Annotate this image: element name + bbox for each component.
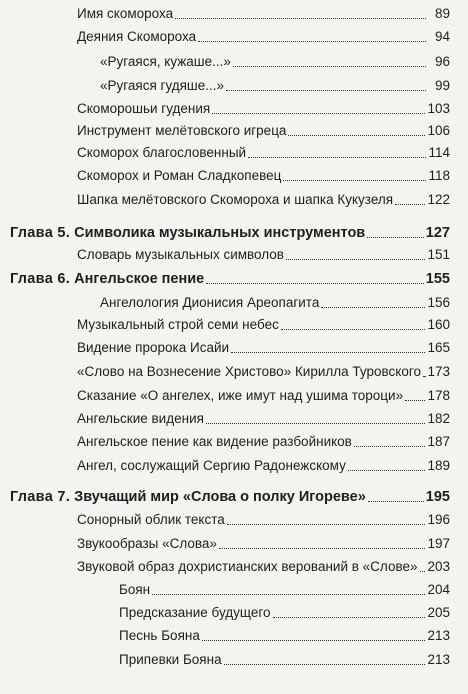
dot-leader (354, 446, 426, 447)
toc-entry-row (0, 382, 468, 404)
toc-entry (10, 271, 450, 287)
toc-entry (77, 364, 450, 380)
toc-entry-row (0, 289, 468, 311)
toc-entry (119, 652, 450, 668)
dot-leader (395, 204, 425, 205)
page-number: 151 (427, 247, 450, 262)
entry-text: Предсказание будущего (119, 605, 271, 620)
dot-leader (348, 470, 426, 471)
entry-title (77, 364, 421, 380)
toc-entry (119, 582, 450, 598)
entry-title (77, 536, 217, 552)
toc-entry (77, 247, 450, 263)
dot-leader (227, 524, 426, 525)
page-number: 196 (427, 512, 450, 527)
entry-text: «Ругаяся, кужаше...» (100, 54, 231, 69)
toc-entry (77, 512, 450, 528)
chapter-label: Глава 5. (10, 225, 71, 241)
entry-title (119, 628, 200, 644)
entry-text: Песнь Бояна (119, 628, 200, 643)
dot-leader (198, 41, 426, 42)
dot-leader (321, 307, 425, 308)
page-number: 99 (434, 78, 450, 93)
toc-entry-row (0, 95, 468, 117)
page-number: 127 (425, 225, 450, 241)
page-number: 205 (427, 605, 450, 620)
entry-text: Символика музыкальных инструментов (74, 225, 366, 241)
entry-title (77, 192, 393, 208)
page-number: 204 (427, 582, 450, 597)
page-number: 173 (427, 364, 450, 379)
chapter-row (0, 219, 468, 241)
page-number: 197 (427, 536, 450, 551)
entry-text: Звучащий мир «Слова о полку Игореве» (74, 489, 366, 505)
page-number: 178 (427, 388, 450, 403)
entry-title (77, 101, 210, 117)
toc-entry (77, 458, 450, 474)
page-number: 94 (434, 29, 450, 44)
toc-entry-row (0, 405, 468, 427)
page-number: 182 (427, 411, 450, 426)
entry-title (77, 123, 286, 139)
page-number: 103 (427, 101, 450, 116)
chapter-title (10, 225, 365, 241)
dot-leader (367, 237, 424, 238)
entry-title (119, 605, 271, 621)
dot-leader (202, 640, 426, 641)
chapter-row (0, 483, 468, 505)
toc-entry-row (0, 48, 468, 70)
dot-leader (248, 157, 426, 158)
toc-entry-row (0, 23, 468, 45)
entry-text: Деяния Скомороха (77, 29, 197, 44)
toc-entry (119, 605, 450, 621)
entry-title (77, 388, 403, 404)
page-number: 187 (427, 434, 450, 449)
page-number: 118 (428, 168, 450, 183)
entry-title (100, 295, 319, 311)
toc-entry-row (0, 139, 468, 161)
toc-entry (100, 78, 450, 94)
toc-entry-row (0, 0, 468, 22)
entry-text: Словарь музыкальных символов (77, 247, 284, 262)
entry-text: Боян (119, 582, 151, 597)
entry-text: Скоморох и Роман Сладкопевец (77, 168, 282, 183)
toc-entry (119, 628, 450, 644)
entry-title (77, 512, 225, 528)
page-number: 89 (434, 6, 450, 21)
dot-leader (405, 400, 425, 401)
entry-text: Музыкальный строй семи небес (77, 317, 279, 332)
toc-entry-row (0, 646, 468, 668)
dot-leader (152, 594, 425, 595)
dot-leader (281, 329, 426, 330)
entry-text: Ангельское пение как видение разбойников (77, 434, 352, 449)
entry-title (77, 559, 418, 575)
toc-entry (10, 489, 450, 505)
toc-entry-row (0, 117, 468, 139)
page-number: 156 (427, 295, 450, 310)
dot-leader (212, 113, 425, 114)
toc-entry-row (0, 452, 468, 474)
entry-title (77, 317, 279, 333)
entry-title (100, 54, 231, 70)
entry-text: Ангелология Дионисия Ареопагита (100, 295, 320, 310)
entry-title (77, 168, 281, 184)
entry-text: Звукообразы «Слова» (77, 536, 217, 551)
entry-text: Ангел, сослужащий Сергию Радонежскому (77, 458, 346, 473)
page-number: 213 (427, 652, 450, 667)
entry-text: Ангельские видения (77, 411, 204, 426)
toc-entry-row (0, 311, 468, 333)
dot-leader (286, 259, 425, 260)
toc-entry (100, 295, 450, 311)
page-number: 96 (434, 54, 450, 69)
page-number: 165 (427, 340, 450, 355)
entry-text: «Ругаяся гудяше...» (100, 78, 225, 93)
toc-entry-row (0, 358, 468, 380)
dot-leader (233, 66, 426, 67)
toc-entry-row (0, 576, 468, 598)
page-number: 114 (428, 145, 450, 160)
dot-leader (206, 283, 424, 284)
toc-entry-row (0, 241, 468, 263)
toc-entry (77, 434, 450, 450)
page-number: 155 (425, 271, 450, 287)
chapter-title (10, 489, 366, 505)
toc-entry (77, 145, 450, 161)
toc-entry (10, 225, 450, 241)
entry-title (119, 652, 222, 668)
entry-text: Видение пророка Исайи (77, 340, 230, 355)
entry-title (77, 340, 229, 356)
chapter-label: Глава 7. (10, 489, 71, 505)
chapter-label: Глава 6. (10, 271, 71, 287)
toc-entry-row (0, 506, 468, 528)
chapter-title (10, 271, 204, 287)
toc-entry (77, 168, 450, 184)
dot-leader (368, 501, 424, 502)
page-number: 213 (427, 628, 450, 643)
dot-leader (231, 352, 425, 353)
entry-text: Шапка мелётовского Скомороха и шапка Кукузеля (77, 192, 394, 207)
toc-entry (77, 29, 450, 45)
toc-entry (77, 192, 450, 208)
dot-leader (175, 18, 426, 19)
toc-entry (77, 317, 450, 333)
page-number: 160 (427, 317, 450, 332)
toc-entry-row (0, 72, 468, 94)
toc-entry (100, 54, 450, 70)
dot-leader (206, 423, 426, 424)
entry-text: Сказание «О ангелех, иже имут над ушима тороци» (77, 388, 404, 403)
entry-text: «Слово на Вознесение Христово» Кирилла Туровского (77, 364, 421, 379)
chapter-row (0, 265, 468, 287)
entry-title (77, 411, 204, 427)
toc-entry-row (0, 334, 468, 356)
entry-title (100, 78, 224, 94)
toc-entry (77, 411, 450, 427)
dot-leader (219, 548, 426, 549)
toc-entry-row (0, 162, 468, 184)
toc-entry-row (0, 553, 468, 575)
page-number: 189 (427, 458, 450, 473)
page-number: 122 (427, 192, 450, 207)
toc-entry-row (0, 186, 468, 208)
page-number: 203 (427, 559, 450, 574)
toc-entry (77, 536, 450, 552)
dot-leader (226, 90, 426, 91)
entry-text: Звуковой образ дохристианских верований в «Слове» (77, 559, 418, 574)
toc-entry (77, 6, 450, 22)
entry-title (77, 434, 352, 450)
dot-leader (288, 135, 425, 136)
entry-text: Скоморох благословенный (77, 145, 247, 160)
dot-leader (283, 180, 426, 181)
toc-entry (77, 123, 450, 139)
toc-entry-row (0, 622, 468, 644)
entry-text: Скоморошьи гудения (77, 101, 211, 116)
toc-entry (77, 340, 450, 356)
entry-text: Сонорный облик текста (77, 512, 225, 527)
entry-title (77, 6, 173, 22)
dot-leader (423, 376, 425, 377)
entry-text: Ангельское пение (74, 271, 205, 287)
dot-leader (420, 571, 426, 572)
toc-entry-row (0, 530, 468, 552)
toc-entry (77, 388, 450, 404)
toc-entry (77, 101, 450, 117)
entry-title (77, 247, 284, 263)
toc-entry-row (0, 599, 468, 621)
dot-leader (273, 617, 426, 618)
entry-text: Имя скомороха (77, 6, 174, 21)
dot-leader (224, 664, 426, 665)
entry-title (77, 29, 196, 45)
entry-text: Припевки Бояна (119, 652, 222, 667)
entry-title (77, 458, 346, 474)
page-number: 195 (425, 489, 450, 505)
toc-entry (77, 559, 450, 575)
entry-title (77, 145, 246, 161)
page-number: 106 (427, 123, 450, 138)
toc-entry-row (0, 428, 468, 450)
entry-text: Инструмент мелётовского игреца (77, 123, 287, 138)
entry-title (119, 582, 150, 598)
